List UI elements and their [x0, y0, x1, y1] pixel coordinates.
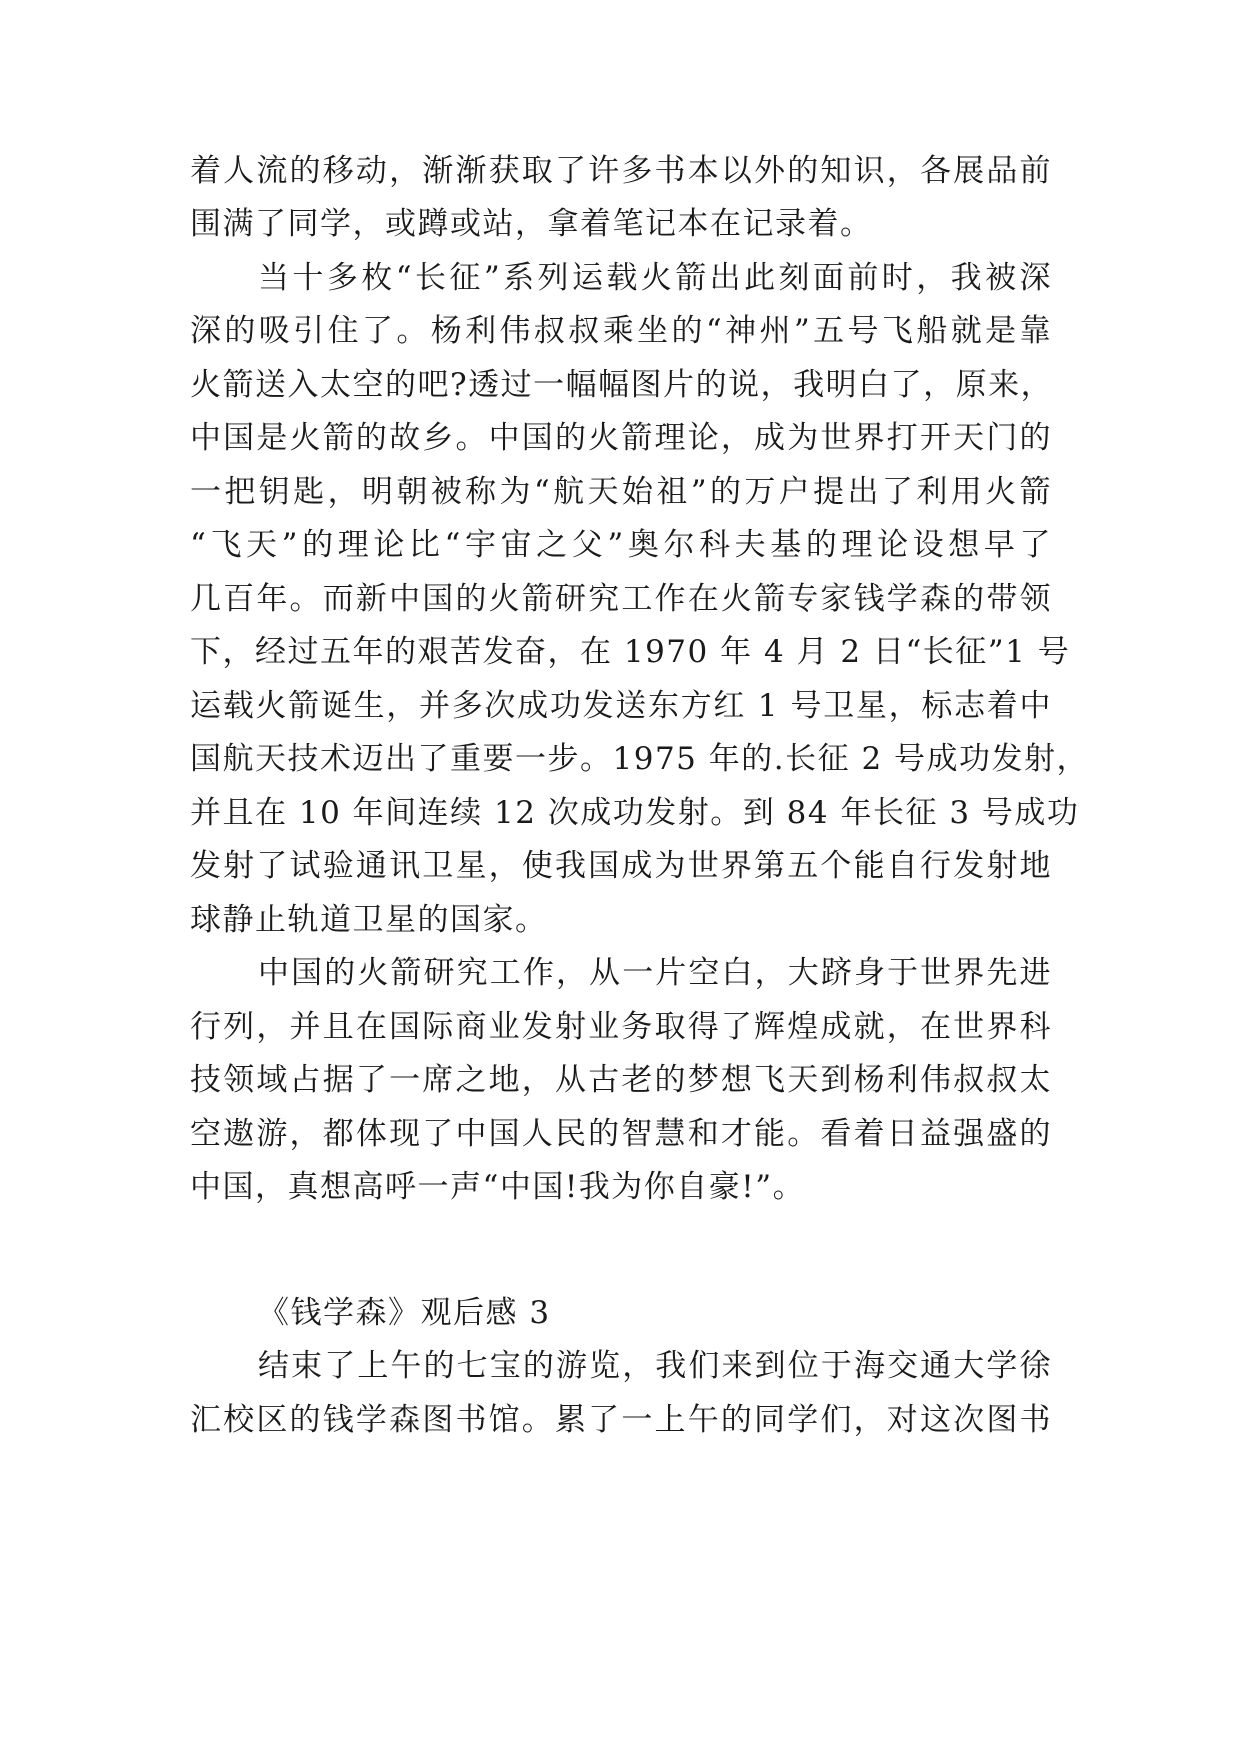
paragraph-3-line-5: 中国，真想高呼一声“中国!我为你自豪!”。 [190, 1169, 806, 1205]
paragraph-3-line-2: 行列，并且在国际商业发射业务取得了辉煌成就，在世界科 [190, 1009, 1052, 1045]
paragraph-2-line-4: 中国是火箭的故乡。中国的火箭理论，成为世界打开天门的 [190, 420, 1052, 456]
paragraph-4-line-2: 汇校区的钱学森图书馆。累了一上午的同学们，对这次图书 [190, 1402, 1052, 1438]
paragraph-2-line-2: 深的吸引住了。杨利伟叔叔乘坐的“神州”五号飞船就是靠 [190, 313, 1052, 349]
paragraph-1-line-2: 围满了同学，或蹲或站，拿着笔记本在记录着。 [190, 206, 873, 242]
paragraph-2-line-7: 几百年。而新中国的火箭研究工作在火箭专家钱学森的带领 [190, 581, 1052, 617]
section-heading: 《钱学森》观后感 3 [258, 1295, 551, 1331]
paragraph-3-line-3: 技领域占据了一席之地，从古老的梦想飞天到杨利伟叔叔太 [190, 1062, 1052, 1098]
paragraph-2-line-8: 下，经过五年的艰苦发奋，在 1970 年 4 月 2 日“长征”1 号 [190, 634, 1071, 670]
paragraph-1-line-1: 着人流的移动，渐渐获取了许多书本以外的知识，各展品前 [190, 153, 1052, 189]
paragraph-2-line-1: 当十多枚“长征”系列运载火箭出此刻面前时，我被深 [258, 260, 1052, 296]
paragraph-2-line-9: 运载火箭诞生，并多次成功发送东方红 1 号卫星，标志着中 [190, 688, 1052, 724]
paragraph-3-line-4: 空遨游，都体现了中国人民的智慧和才能。看着日益强盛的 [190, 1116, 1052, 1152]
paragraph-2-line-12: 发射了试验通讯卫星，使我国成为世界第五个能自行发射地 [190, 848, 1052, 884]
paragraph-3-line-1: 中国的火箭研究工作，从一片空白，大跻身于世界先进 [258, 955, 1052, 991]
paragraph-2-line-10: 国航天技术迈出了重要一步。1975 年的.长征 2 号成功发射， [190, 741, 1090, 777]
paragraph-2-line-5: 一把钥匙，明朝被称为“航天始祖”的万户提出了利用火箭 [190, 474, 1052, 510]
paragraph-2-line-11: 并且在 10 年间连续 12 次成功发射。到 84 年长征 3 号成功 [190, 795, 1080, 831]
paragraph-2-line-3: 火箭送入太空的吧?透过一幅幅图片的说，我明白了，原来， [190, 367, 1054, 403]
paragraph-2-line-13: 球静止轨道卫星的国家。 [190, 902, 548, 938]
paragraph-4-line-1: 结束了上午的七宝的游览，我们来到位于海交通大学徐 [258, 1348, 1052, 1384]
paragraph-2-line-6: “飞天”的理论比“宇宙之父”奥尔科夫基的理论设想早了 [190, 527, 1052, 563]
